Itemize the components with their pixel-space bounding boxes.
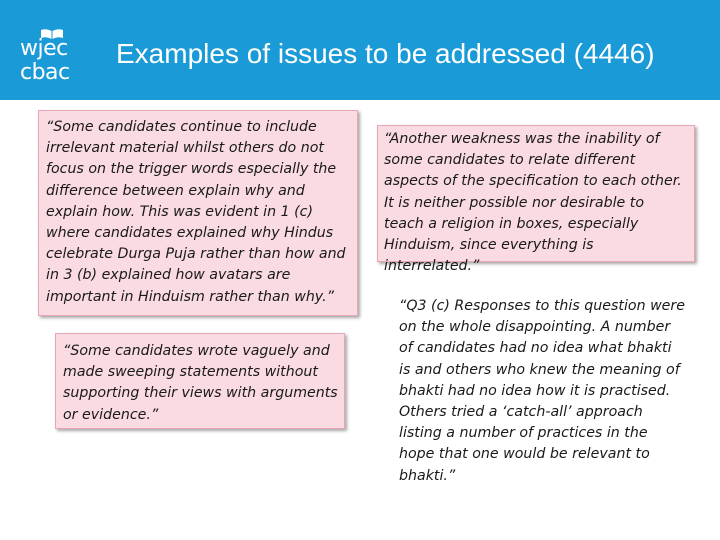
wjec-cbac-logo-icon	[20, 28, 86, 85]
header-bar	[0, 0, 720, 100]
logo-text-cbac: cbac	[20, 60, 70, 85]
quote-box-bhakti-responses: “Q3 (c) Responses to this question were on the whole disappointing. A number of candidates had no idea what bhakti is and others who knew the meaning of bhakti had no idea how it is practised. Others tried a ‘catch-all’ approach listing a number of practices in the hope that one would be relevant to bhakti.”	[391, 293, 693, 470]
quote-box-relate-specification: “Another weakness was the inability of some candidates to relate different aspects of the specification to each other. It is neither possible nor desirable to teach a religion in boxes, especially Hinduism, since everything is interrelated.”	[377, 125, 695, 262]
quote-box-vague-statements: “Some candidates wrote vaguely and made sweeping statements without supporting their views with arguments or evidence.”	[55, 333, 345, 429]
page-title: Examples of issues to be addressed (4446)	[116, 38, 655, 69]
quote-box-focus-trigger-words: “Some candidates continue to include irrelevant material whilst others do not focus on the trigger words especially the difference between explain why and explain how. This was evident in 1 (c) where candidates explained why Hindus celebrate Durga Puja rather than how and in 3 (b) explained how avatars are important in Hinduism rather than why.”	[38, 110, 358, 316]
logo-text-wjec: wjec	[20, 36, 68, 61]
